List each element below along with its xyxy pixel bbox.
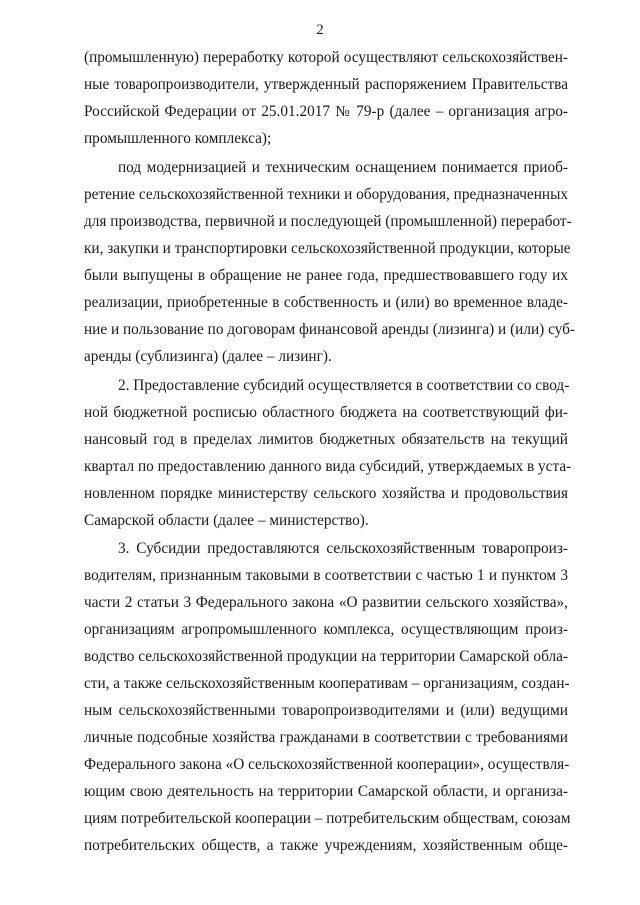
- text-line: Российской Федерации от 25.01.2017 № 79-р (далее – организация агро-: [84, 103, 568, 120]
- text-line: под модернизацией и техническим оснащением понимается приоб-: [118, 159, 568, 176]
- text-line: для производства, первичной и последующей (промышленной) переработ-: [84, 213, 572, 230]
- text-line: ретение сельскохозяйственной техники и оборудования, предназначенных: [84, 186, 569, 203]
- text-line: ной бюджетной росписью областного бюджета на соответствующий фи-: [84, 404, 568, 421]
- text-line: были выпущены в обращение не ранее года, предшествовавшего году их: [84, 267, 568, 284]
- text-line: организациям агропромышленного комплекса, осуществляющим произ-: [84, 621, 568, 638]
- text-line: водство сельскохозяйственной продукции на территории Самарской обла-: [84, 648, 568, 665]
- text-line: Федерального закона «О сельскохозяйственной кооперации», осуществля-: [84, 756, 570, 773]
- text-line: аренды (сублизинга) (далее – лизинг).: [84, 348, 332, 365]
- text-line: ки, закупки и транспортировки сельскохозяйственной продукции, которые: [84, 240, 571, 257]
- text-line: 3. Субсидии предоставляются сельскохозяйственным товаропроиз-: [118, 540, 568, 557]
- text-line: промышленного комплекса);: [84, 130, 272, 147]
- text-line: квартал по предоставлению данного вида субсидий, утверждаемых в уста-: [84, 458, 572, 475]
- text-line: потребительских обществ, а также учреждениям, хозяйственным обще-: [84, 837, 568, 854]
- page-number: 2: [316, 22, 324, 38]
- text-line: ным сельскохозяйственными товаропроизводителями и (или) ведущими: [84, 702, 568, 719]
- text-line: 2. Предоставление субсидий осуществляется в соответствии со свод-: [118, 377, 570, 394]
- text-line: ные товаропроизводители, утвержденный распоряжением Правительства: [84, 76, 568, 93]
- text-line: (промышленную) переработку которой осуществляют сельскохозяйствен-: [84, 49, 568, 66]
- text-line: Самарской области (далее – министерство).: [84, 512, 369, 529]
- text-line: реализации, приобретенные в собственность и (или) во временное владе-: [84, 294, 568, 311]
- text-line: части 2 статьи 3 Федерального закона «О развитии сельского хозяйства»,: [84, 594, 568, 611]
- text-line: личные подсобные хозяйства гражданами в соответствии с требованиями: [84, 729, 568, 746]
- text-line: водителям, признанным таковыми в соответствии с частью 1 и пунктом 3: [84, 567, 568, 584]
- text-line: новленном порядке министерству сельского хозяйства и продовольствия: [84, 485, 568, 502]
- text-line: ние и пользование по договорам финансовой аренды (лизинга) и (или) суб-: [84, 321, 576, 338]
- text-line: нансовый год в пределах лимитов бюджетных обязательств на текущий: [84, 431, 568, 448]
- text-line: циям потребительской кооперации – потребительским обществам, союзам: [84, 810, 571, 827]
- text-line: ющим свою деятельность на территории Самарской области, и организа-: [84, 783, 568, 800]
- text-line: сти, а также сельскохозяйственным кооперативам – организациям, создан-: [84, 675, 570, 692]
